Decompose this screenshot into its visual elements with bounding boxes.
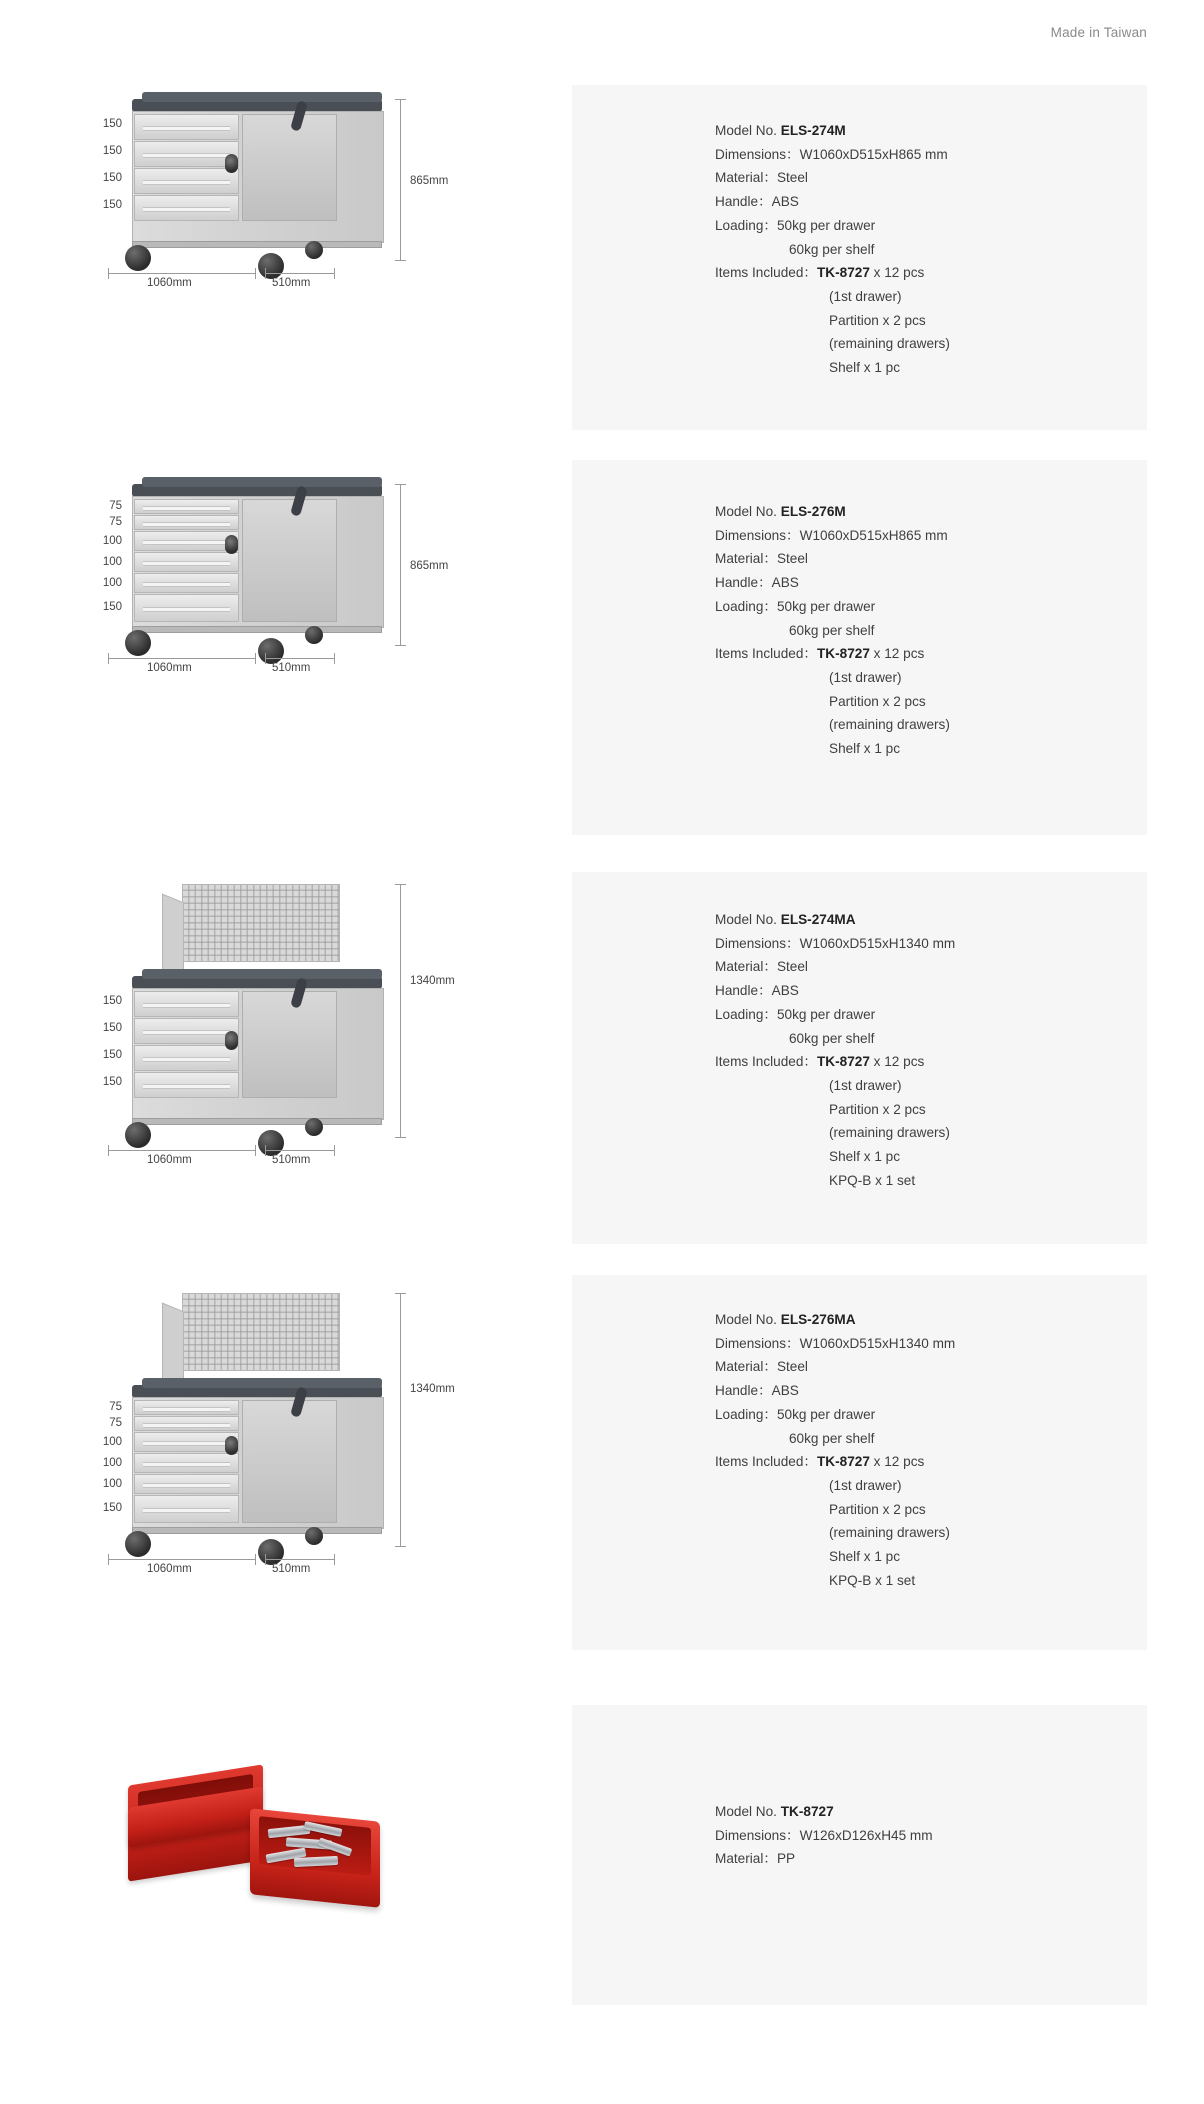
items-line-1d [715, 332, 1147, 356]
height-tick-top-1 [395, 99, 406, 100]
items-line-3f [715, 1169, 1147, 1193]
items-sub-2e: Shelf x 1 pc [829, 741, 901, 757]
depth-dim-line-3 [265, 1150, 335, 1151]
height-dim-line-4 [400, 1293, 401, 1547]
items-sub-3b: (1st drawer) [829, 1077, 902, 1093]
items-line-4b [715, 1474, 1147, 1498]
drawer-height-3-2: 150 [102, 1022, 122, 1034]
drawer-height-2-3: 100 [102, 535, 122, 547]
drawer-height-4-5: 100 [102, 1478, 122, 1490]
drawer-2-4 [134, 552, 239, 572]
dimensions-value-3: W1060xD515xH1340 mm [799, 935, 956, 951]
product-row-1 [0, 85, 1204, 430]
material-label-1: Material： [715, 170, 777, 186]
cabinet-illustration-2 [100, 460, 460, 790]
product-row-4 [0, 1275, 1204, 1650]
caster-4-1 [125, 1531, 151, 1557]
model-value-3: ELS-274MA [780, 912, 856, 927]
depth-tick-right-3 [334, 1145, 335, 1156]
model-line-2 [715, 500, 1147, 524]
items-sub-4d: (remaining drawers) [829, 1525, 950, 1541]
model-label-3: Model No. [715, 912, 777, 927]
handle-line-4 [715, 1379, 1147, 1403]
dimensions-label-2: Dimensions： [715, 527, 800, 543]
drawer-1-3 [134, 168, 239, 194]
width-label-4: 1060mm [147, 1563, 192, 1575]
dimensions-label-3: Dimensions： [715, 935, 800, 951]
depth-label-3: 510mm [272, 1154, 311, 1166]
handle-line-2 [715, 571, 1147, 595]
items-line-1 [715, 261, 1147, 285]
drawer-height-4-4: 100 [102, 1457, 122, 1469]
dimensions-value-1: W1060xD515xH865 mm [799, 146, 948, 162]
loading-line-3b [715, 1027, 1147, 1051]
items-sub-2d: (remaining drawers) [829, 717, 950, 733]
items-qty-2: x 12 pcs [869, 646, 925, 662]
width-tick-right-4 [255, 1554, 256, 1565]
depth-dim-line-4 [265, 1559, 335, 1560]
drawer-4-1 [134, 1400, 239, 1415]
depth-label-4: 510mm [272, 1563, 311, 1575]
items-line-4f [715, 1569, 1147, 1593]
height-dim-line-1 [400, 99, 401, 261]
door-lock-1 [225, 154, 238, 173]
items-line-2 [715, 642, 1147, 666]
loading-line-1b [715, 238, 1147, 262]
items-model-3: TK-8727 [817, 1054, 870, 1070]
drawer-height-4-3: 100 [102, 1436, 122, 1448]
width-dim-line-1 [108, 273, 256, 274]
items-sub-2c: Partition x 2 pcs [829, 693, 926, 709]
height-label-4: 1340mm [410, 1383, 455, 1395]
drawer-3-4 [134, 1072, 239, 1098]
drawer-2-1 [134, 499, 239, 514]
loading-label-2: Loading： [715, 598, 777, 614]
width-dim-line-2 [108, 658, 256, 659]
spec-card-3 [572, 872, 1147, 1244]
loading-line-1 [715, 214, 1147, 238]
height-tick-top-3 [395, 884, 406, 885]
items-sub-3f: KPQ-B x 1 set [829, 1172, 916, 1188]
caster-4-3 [305, 1527, 323, 1545]
drawer-2-6 [134, 594, 239, 622]
caster-3-3 [305, 1118, 323, 1136]
drawer-4-6 [134, 1495, 239, 1523]
height-label-1: 865mm [410, 175, 449, 187]
dimensions-label-4: Dimensions： [715, 1335, 800, 1351]
items-qty-3: x 12 pcs [869, 1054, 925, 1070]
items-sub-4e: Shelf x 1 pc [829, 1549, 901, 1565]
product-row-2 [0, 460, 1204, 835]
items-label-2: Items Included： [715, 646, 817, 662]
dimensions-line-5 [715, 1824, 1147, 1848]
material-line-2 [715, 547, 1147, 571]
product-row-5 [0, 1705, 1204, 2005]
width-tick-right-3 [255, 1145, 256, 1156]
caster-1-3 [305, 241, 323, 259]
items-sub-3c: Partition x 2 pcs [829, 1101, 926, 1117]
width-tick-left-4 [108, 1554, 109, 1565]
handle-value-1: ABS [771, 194, 799, 210]
items-sub-1d: (remaining drawers) [829, 336, 950, 352]
handle-value-2: ABS [771, 575, 799, 591]
door-lock-2 [225, 535, 238, 554]
material-line-1 [715, 166, 1147, 190]
drawer-1-4 [134, 195, 239, 221]
drawer-3-1 [134, 991, 239, 1017]
drawer-height-1-2: 150 [102, 145, 122, 157]
depth-tick-left-3 [265, 1145, 266, 1156]
caster-3-1 [125, 1122, 151, 1148]
depth-dim-line-2 [265, 658, 335, 659]
items-line-3c [715, 1098, 1147, 1122]
cabinet-illustration-1 [100, 85, 460, 385]
items-qty-4: x 12 pcs [869, 1454, 925, 1470]
items-label-1: Items Included： [715, 265, 817, 281]
items-line-4d [715, 1521, 1147, 1545]
height-label-2: 865mm [410, 560, 449, 572]
items-model-1: TK-8727 [817, 265, 870, 281]
items-line-4 [715, 1450, 1147, 1474]
made-in-label: Made in Taiwan [1050, 25, 1147, 40]
width-tick-right-2 [255, 653, 256, 664]
cabinet-illustration-4 [100, 1275, 460, 1625]
model-label-1: Model No. [715, 123, 777, 138]
material-value-2: Steel [776, 551, 808, 567]
material-label-2: Material： [715, 551, 777, 567]
material-value-1: Steel [776, 170, 808, 186]
model-line-3 [715, 908, 1147, 932]
handle-label-1: Handle： [715, 194, 772, 210]
items-line-2e [715, 737, 1147, 761]
material-line-5 [715, 1847, 1147, 1871]
cabinet-door-3 [242, 991, 337, 1098]
worktop-back-1 [142, 92, 382, 102]
drawer-height-2-4: 100 [102, 556, 122, 568]
depth-tick-left-1 [265, 268, 266, 279]
drawer-height-2-2: 75 [109, 516, 122, 528]
loading-line-4b [715, 1427, 1147, 1451]
width-dim-line-4 [108, 1559, 256, 1560]
dimensions-line-1 [715, 143, 1147, 167]
drawer-2-3 [134, 531, 239, 551]
worktop-back-2 [142, 477, 382, 487]
caster-2-3 [305, 626, 323, 644]
drawer-2-5 [134, 573, 239, 593]
items-model-4: TK-8727 [817, 1454, 870, 1470]
loading-label-1: Loading： [715, 217, 777, 233]
drawer-height-2-6: 150 [102, 601, 122, 613]
cabinet-illustration-3 [100, 872, 460, 1212]
items-line-2d [715, 713, 1147, 737]
material-value-3: Steel [776, 959, 808, 975]
base-rail-2 [132, 626, 382, 633]
items-sub-2b: (1st drawer) [829, 669, 902, 685]
model-label-4: Model No. [715, 1312, 777, 1327]
door-lock-4 [225, 1436, 238, 1455]
height-tick-top-4 [395, 1293, 406, 1294]
drawer-3-3 [134, 1045, 239, 1071]
drawer-4-4 [134, 1453, 239, 1473]
material-line-4 [715, 1355, 1147, 1379]
loading-value-1b: 60kg per shelf [789, 241, 875, 257]
drawer-height-1-4: 150 [102, 199, 122, 211]
items-sub-1b: (1st drawer) [829, 288, 902, 304]
spec-card-5 [572, 1705, 1147, 2005]
loading-value-1a: 50kg per drawer [776, 217, 876, 233]
items-line-1c [715, 309, 1147, 333]
items-sub-1c: Partition x 2 pcs [829, 312, 926, 328]
worktop-back-4 [142, 1378, 382, 1388]
width-dim-line-3 [108, 1150, 256, 1151]
items-sub-3e: Shelf x 1 pc [829, 1149, 901, 1165]
height-tick-bottom-1 [395, 260, 406, 261]
drawer-4-5 [134, 1474, 239, 1494]
depth-tick-right-4 [334, 1554, 335, 1565]
height-dim-line-3 [400, 884, 401, 1138]
loading-label-3: Loading： [715, 1006, 777, 1022]
dimensions-label-1: Dimensions： [715, 146, 800, 162]
drawer-height-1-3: 150 [102, 172, 122, 184]
dimensions-line-4 [715, 1332, 1147, 1356]
caster-2-1 [125, 630, 151, 656]
drawer-1-2 [134, 141, 239, 167]
model-value-1: ELS-274M [780, 123, 846, 138]
model-value-2: ELS-276M [780, 504, 846, 519]
caster-4-2 [258, 1539, 284, 1565]
handle-line-3 [715, 979, 1147, 1003]
model-value-5: TK-8727 [780, 1804, 834, 1819]
parts-bin-photo [118, 1735, 458, 1955]
caster-3-2 [258, 1130, 284, 1156]
worktop-back-3 [142, 969, 382, 979]
model-label-2: Model No. [715, 504, 777, 519]
items-sub-4c: Partition x 2 pcs [829, 1501, 926, 1517]
items-line-2c [715, 690, 1147, 714]
loading-label-4: Loading： [715, 1406, 777, 1422]
caster-2-2 [258, 638, 284, 664]
handle-value-4: ABS [771, 1383, 799, 1399]
items-line-2b [715, 666, 1147, 690]
items-qty-1: x 12 pcs [869, 265, 925, 281]
items-label-3: Items Included： [715, 1054, 817, 1070]
depth-dim-line-1 [265, 273, 335, 274]
items-line-4c [715, 1498, 1147, 1522]
caster-1-1 [125, 245, 151, 271]
spec-card-2 [572, 460, 1147, 835]
dimensions-line-2 [715, 524, 1147, 548]
handle-value-3: ABS [771, 983, 799, 999]
height-label-3: 1340mm [410, 975, 455, 987]
loading-line-4 [715, 1403, 1147, 1427]
pegboard-4 [182, 1293, 340, 1371]
loading-value-4a: 50kg per drawer [776, 1406, 876, 1422]
dimensions-value-2: W1060xD515xH865 mm [799, 527, 948, 543]
height-tick-bottom-4 [395, 1546, 406, 1547]
model-label-5: Model No. [715, 1804, 777, 1819]
drawer-height-2-5: 100 [102, 577, 122, 589]
loading-value-3a: 50kg per drawer [776, 1006, 876, 1022]
items-model-2: TK-8727 [817, 646, 870, 662]
loading-value-2b: 60kg per shelf [789, 622, 875, 638]
handle-line-1 [715, 190, 1147, 214]
height-tick-bottom-2 [395, 645, 406, 646]
width-tick-left-3 [108, 1145, 109, 1156]
drawer-2-2 [134, 515, 239, 530]
material-label-3: Material： [715, 959, 777, 975]
width-tick-left-1 [108, 268, 109, 279]
height-tick-bottom-3 [395, 1137, 406, 1138]
drawer-3-2 [134, 1018, 239, 1044]
spec-card-1 [572, 85, 1147, 430]
width-tick-right-1 [255, 268, 256, 279]
items-line-1e [715, 356, 1147, 380]
depth-tick-right-2 [334, 653, 335, 664]
cabinet-door-2 [242, 499, 337, 622]
base-rail-3 [132, 1118, 382, 1125]
door-lock-3 [225, 1031, 238, 1050]
dimensions-label-5: Dimensions： [715, 1827, 800, 1843]
drawer-height-4-1: 75 [109, 1401, 122, 1413]
base-rail-1 [132, 241, 382, 248]
items-sub-4b: (1st drawer) [829, 1477, 902, 1493]
model-value-4: ELS-276MA [780, 1312, 856, 1327]
items-label-4: Items Included： [715, 1454, 817, 1470]
loading-line-3 [715, 1003, 1147, 1027]
height-tick-top-2 [395, 484, 406, 485]
width-label-1: 1060mm [147, 277, 192, 289]
drawer-height-4-6: 150 [102, 1502, 122, 1514]
width-label-2: 1060mm [147, 662, 192, 674]
drawer-height-2-1: 75 [109, 500, 122, 512]
items-sub-1e: Shelf x 1 pc [829, 360, 901, 376]
handle-label-2: Handle： [715, 575, 772, 591]
dimensions-value-4: W1060xD515xH1340 mm [799, 1335, 956, 1351]
material-line-3 [715, 955, 1147, 979]
drawer-height-4-2: 75 [109, 1417, 122, 1429]
width-label-3: 1060mm [147, 1154, 192, 1166]
depth-tick-left-2 [265, 653, 266, 664]
depth-label-2: 510mm [272, 662, 311, 674]
loading-line-2b [715, 619, 1147, 643]
drawer-4-3 [134, 1432, 239, 1452]
height-dim-line-2 [400, 484, 401, 646]
items-line-1b [715, 285, 1147, 309]
material-value-4: Steel [776, 1359, 808, 1375]
product-row-3 [0, 872, 1204, 1244]
items-sub-3d: (remaining drawers) [829, 1125, 950, 1141]
depth-tick-left-4 [265, 1554, 266, 1565]
drawer-1-1 [134, 114, 239, 140]
drawer-height-3-3: 150 [102, 1049, 122, 1061]
dimensions-line-3 [715, 932, 1147, 956]
drawer-4-2 [134, 1416, 239, 1431]
width-tick-left-2 [108, 653, 109, 664]
dimensions-value-5: W126xD126xH45 mm [799, 1827, 933, 1843]
loading-value-2a: 50kg per drawer [776, 598, 876, 614]
cabinet-door-1 [242, 114, 337, 221]
cabinet-door-4 [242, 1400, 337, 1523]
items-sub-4f: KPQ-B x 1 set [829, 1572, 916, 1588]
base-rail-4 [132, 1527, 382, 1534]
loading-value-3b: 60kg per shelf [789, 1030, 875, 1046]
model-line-1 [715, 119, 1147, 143]
depth-label-1: 510mm [272, 277, 311, 289]
handle-label-3: Handle： [715, 983, 772, 999]
loading-value-4b: 60kg per shelf [789, 1430, 875, 1446]
depth-tick-right-1 [334, 268, 335, 279]
pegboard-3 [182, 884, 340, 962]
items-line-3d [715, 1121, 1147, 1145]
loading-line-2 [715, 595, 1147, 619]
material-label-4: Material： [715, 1359, 777, 1375]
material-label-5: Material： [715, 1851, 777, 1867]
drawer-height-3-1: 150 [102, 995, 122, 1007]
caster-1-2 [258, 253, 284, 279]
items-line-4e [715, 1545, 1147, 1569]
drawer-height-3-4: 150 [102, 1076, 122, 1088]
items-line-3e [715, 1145, 1147, 1169]
items-line-3b [715, 1074, 1147, 1098]
material-value-5: PP [776, 1851, 796, 1867]
items-line-3 [715, 1050, 1147, 1074]
handle-label-4: Handle： [715, 1383, 772, 1399]
spec-card-4 [572, 1275, 1147, 1650]
model-line-5 [715, 1800, 1147, 1824]
model-line-4 [715, 1308, 1147, 1332]
drawer-height-1-1: 150 [102, 118, 122, 130]
